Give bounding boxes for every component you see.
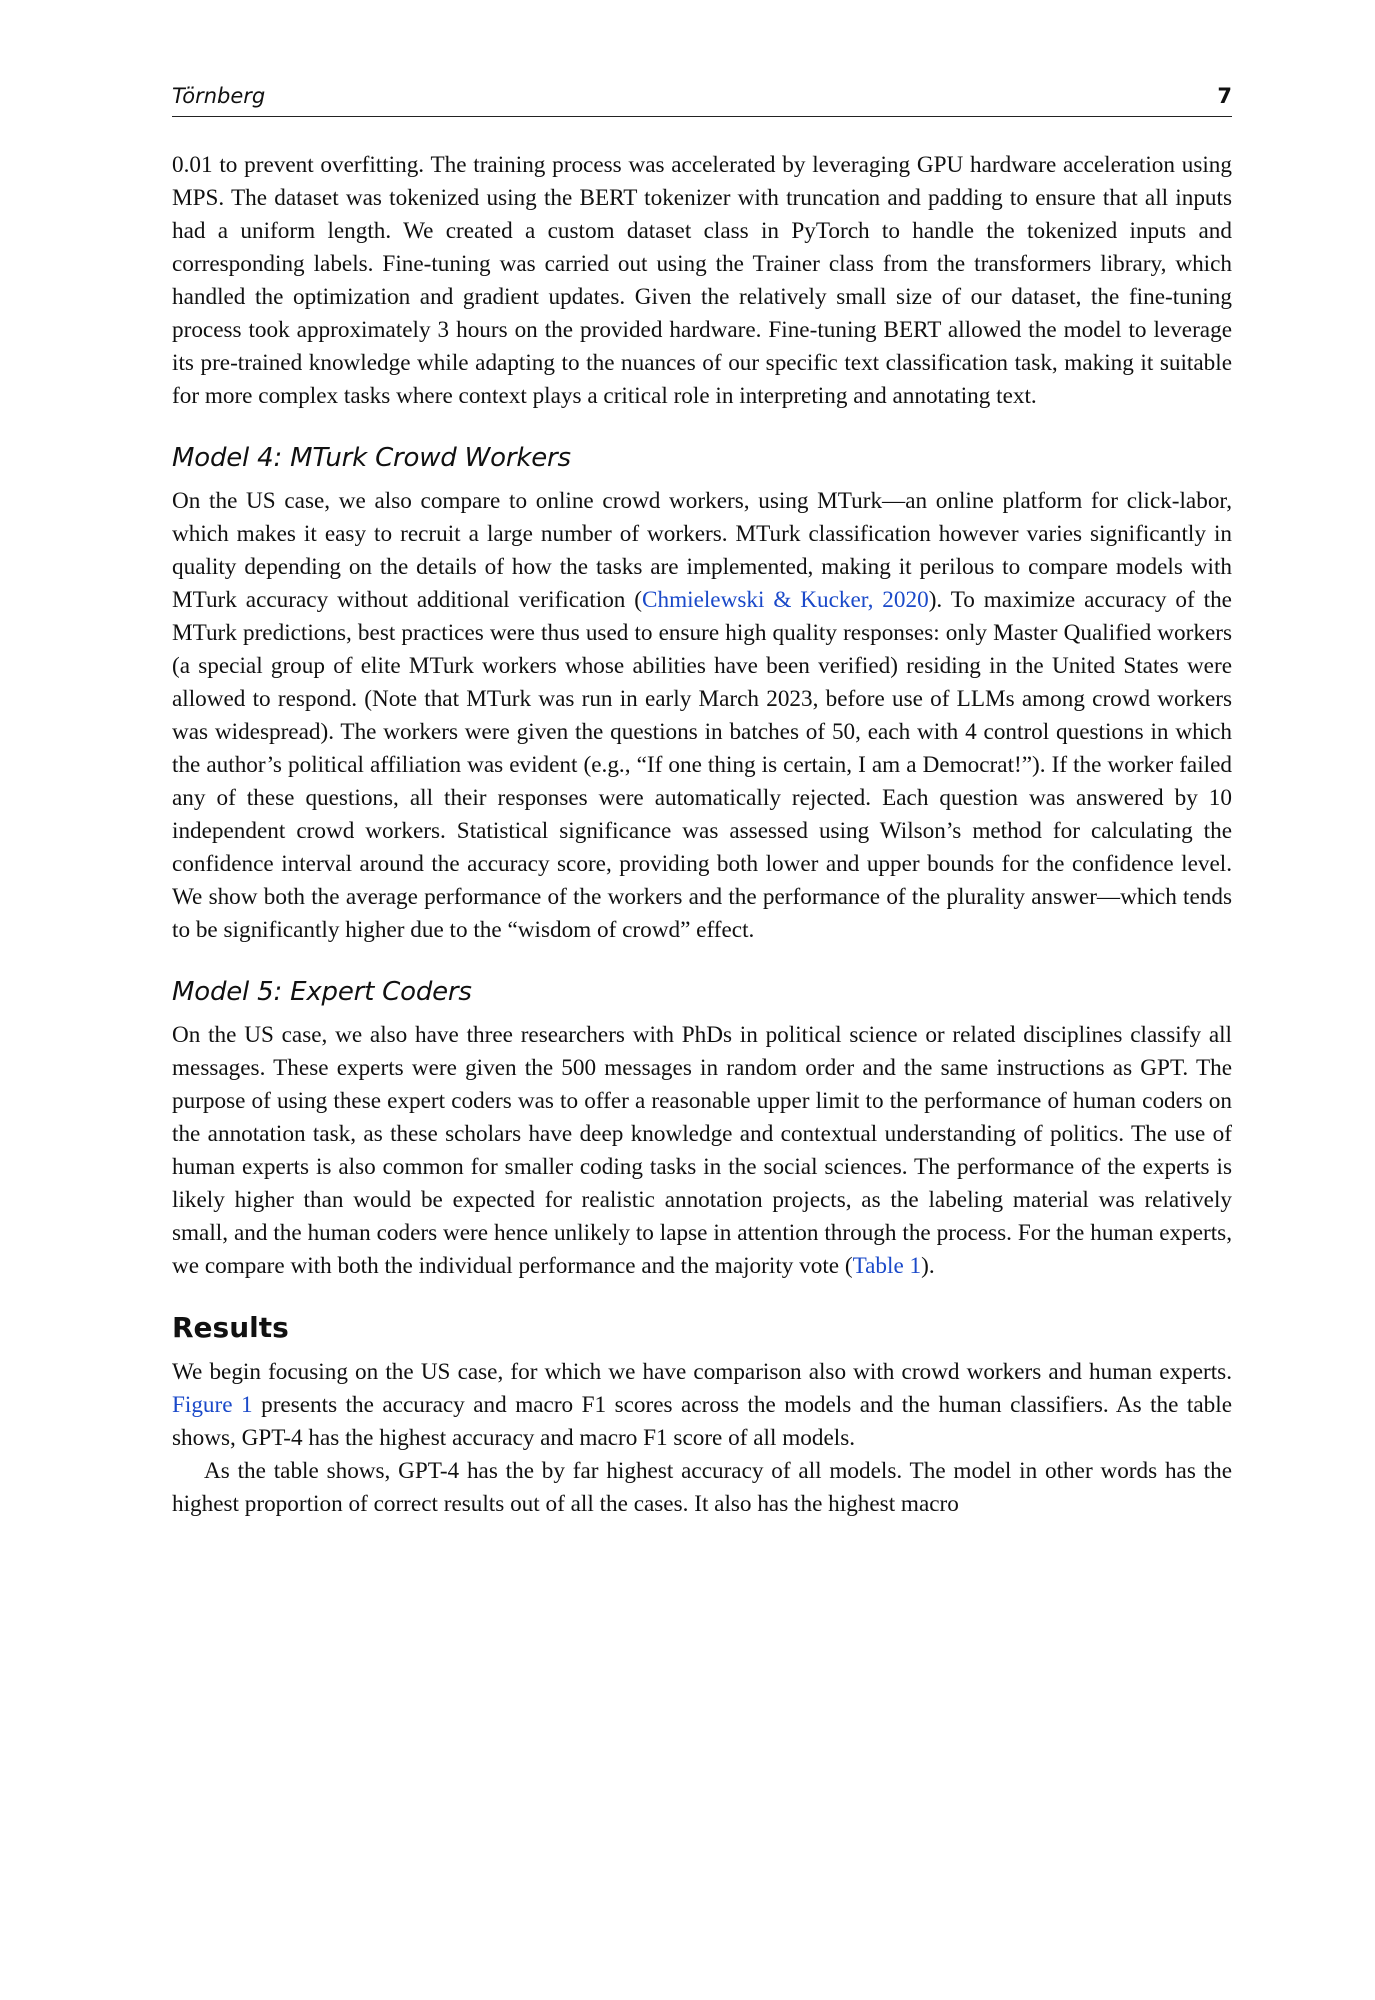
paragraph-expert-coders-text-a: On the US case, we also have three researchers with PhDs in political science or related disciplines classify all messages. These experts were given the 500 messages in random order and the same instructions as GPT. The purpose of using these expert coders was to offer a reasonable upper limit to the performance of human coders on the annotation task, as these scholars have deep knowledge and contextual understanding of politics. The use of human experts is also common for smaller coding tasks in the social sciences. The performance of the experts is likely higher than would be expected for realistic annotation projects, as the labeling material was relatively small, and the human coders were hence unlikely to lapse in attention through the process. For the human experts, we compare with both the individual performance and the majority vote ( <box>172 1022 1232 1279</box>
paragraph-results-text-a: We begin focusing on the US case, for which we have comparison also with crowd workers and human experts. <box>172 1359 1232 1385</box>
heading-model-5: Model 5: Expert Coders <box>172 977 472 1007</box>
paragraph-results-gpt4: As the table shows, GPT-4 has the by far highest accuracy of all models. The model in other words has the highest proportion of correct results out of all the cases. It also has the highest macro <box>172 1458 1232 1517</box>
paragraph-expert-coders <box>172 1019 1232 1283</box>
paragraph-results-text-b: presents the accuracy and macro F1 scores across the models and the human classifiers. As the table shows, GPT-4 has the highest accuracy and macro F1 score of all models. <box>172 1392 1232 1451</box>
paragraph-bert-finetuning: 0.01 to prevent overfitting. The training process was accelerated by leveraging GPU hardware acceleration using MPS. The dataset was tokenized using the BERT tokenizer with truncation and padding to ensure that all inputs had a uniform length. We created a custom dataset class in PyTorch to handle the tokenized inputs and corresponding labels. Fine-tuning was carried out using the Trainer class from the transformers library, which handled the optimization and gradient updates. Given the relatively small size of our dataset, the fine-tuning process took approximately 3 hours on the provided hardware. Fine-tuning BERT allowed the model to leverage its pre-trained knowledge while adapting to the nuances of our specific text classification task, making it suitable for more complex tasks where context plays a critical role in interpreting and annotating text. <box>172 152 1232 409</box>
paragraph-results-intro <box>172 1356 1232 1455</box>
paragraph-mturk-text-a: On the US case, we also compare to online crowd workers, using MTurk—an online platform for click-labor, which makes it easy to recruit a large number of workers. MTurk classification however varies significantly in quality depending on the details of how the tasks are implemented, making it perilous to compare models with MTurk accuracy without additional verification ( <box>172 488 1232 613</box>
paragraph-expert-coders-text-b: ). <box>921 1253 935 1279</box>
running-header <box>172 84 1232 117</box>
paragraph-mturk <box>172 485 1232 947</box>
paragraph-mturk-text-b: ). To maximize accuracy of the MTurk predictions, best practices were thus used to ensure high quality responses: only Master Qualified workers (a special group of elite MTurk workers whose abilities have been verified) residing in the United States were allowed to respond. (Note that MTurk was run in early March 2023, before use of LLMs among crowd workers was widespread). The workers were given the questions in batches of 50, each with 4 control questions in which the author’s political affiliation was evident (e.g., “If one thing is certain, I am a Democrat!”). If the worker failed any of these questions, all their responses were automatically rejected. Each question was answered by 10 independent crowd workers. Statistical significance was assessed using Wilson’s method for calculating the confidence interval around the accuracy score, providing both lower and upper bounds for the confidence level. We show both the average performance of the workers and the performance of the plurality answer—which tends to be significantly higher due to the “wisdom of crowd” effect. <box>172 587 1232 943</box>
heading-model-4: Model 4: MTurk Crowd Workers <box>172 443 571 473</box>
citation-link-chmielewski-kucker[interactable]: Chmielewski & Kucker, 2020 <box>642 587 929 613</box>
table-1-link[interactable]: Table 1 <box>852 1253 922 1279</box>
figure-1-link[interactable]: Figure 1 <box>172 1392 253 1418</box>
article-body <box>172 149 1232 1521</box>
page-number: 7 <box>1217 84 1232 108</box>
heading-results: Results <box>172 1311 289 1344</box>
running-header-author: Törnberg <box>172 84 266 108</box>
page <box>172 84 1232 1521</box>
